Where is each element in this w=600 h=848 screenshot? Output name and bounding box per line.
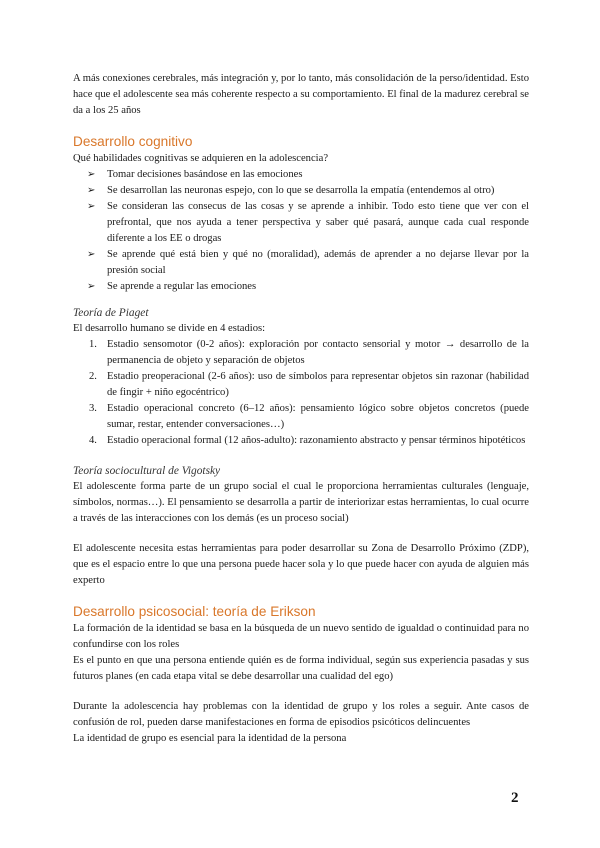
list-item: 1. Estadio sensomotor (0-2 años): exploración por contacto sensorial y motor → desarrollo de la permanencia de objeto y separación de objetos [89, 339, 529, 366]
heading-piaget-theory: Teoría de Piaget [73, 307, 149, 319]
list-item: 4. Estadio operacional formal (12 años-adulto): razonamiento abstracto y pensar términos hipotéticos [89, 433, 529, 449]
list-item: ➢ Tomar decisiones basándose en las emociones [87, 167, 529, 183]
list-item: ➢ Se desarrollan las neuronas espejo, con lo que se desarrolla la empatía (entendemos al otro) [87, 183, 529, 199]
erikson-paragraph-1: La formación de la identidad se basa en la búsqueda de un nuevo sentido de igualdad o continuidad para no confundirse con los roles [73, 623, 529, 650]
piaget-stages-list [73, 337, 529, 449]
erikson-paragraph-3: Durante la adolescencia hay problemas con la identidad de grupo y los roles a seguir. Ante casos de confusión de rol, pueden darse manifestaciones en forma de episodios psicóticos delincuentes [73, 701, 529, 728]
arrow-bullet-icon: ➢ [87, 281, 96, 292]
page-number: 2 [511, 790, 519, 806]
list-number: 3. [89, 403, 97, 414]
vigotsky-paragraph-1: El adolescente forma parte de un grupo social el cual le proporciona herramientas culturales (lenguaje, símbolos, normas…). El pensamiento se desarrolla a partir de interiorizar estas herramientas, lo cual ocurre a través de las interacciones con los demás (es un proceso social) [73, 481, 529, 524]
list-number: 2. [89, 371, 97, 382]
heading-psychosocial-development: Desarrollo psicosocial: teoría de Erikson [73, 604, 316, 619]
list-number: 4. [89, 435, 97, 446]
intro-paragraph: A más conexiones cerebrales, más integración y, por lo tanto, más consolidación de la perso/identidad. Esto hace que el adolescente sea más coherente respecto a su comportamiento. El final de la madurez cerebral se da a los 25 años [73, 73, 529, 116]
list-item: ➢ Se aprende a regular las emociones [87, 279, 529, 295]
piaget-intro: El desarrollo humano se divide en 4 estadios: [73, 323, 266, 334]
list-item: ➢ Se consideran las consecus de las cosas y se aprende a inhibir. Todo esto tiene que ver con el prefrontal, que nos ayuda a tener perspectiva y saber qué pasará, aunque cada cual responde diferente a los EE o drogas [87, 201, 529, 244]
list-item: 3. Estadio operacional concreto (6–12 años): pensamiento lógico sobre objetos concretos (puede sumar, restar, entender conversaciones…) [89, 403, 529, 430]
list-item: ➢ Se aprende qué está bien y qué no (moralidad), además de aprender a no dejarse llevar por la presión social [87, 249, 529, 276]
list-number: 1. [89, 339, 97, 350]
heading-cognitive-development: Desarrollo cognitivo [73, 134, 193, 149]
vigotsky-paragraph-2: El adolescente necesita estas herramientas para poder desarrollar su Zona de Desarrollo Próximo (ZDP), que es el espacio entre lo que una persona puede hacer sola y lo que puede hacer con ayuda de alguien más experto [73, 543, 529, 586]
arrow-bullet-icon: ➢ [87, 169, 96, 180]
arrow-bullet-icon: ➢ [87, 201, 96, 212]
arrow-bullet-icon: ➢ [87, 249, 96, 260]
arrow-bullet-icon: ➢ [87, 185, 96, 196]
document-page [73, 71, 529, 747]
erikson-paragraph-4: La identidad de grupo es esencial para la identidad de la persona [73, 733, 347, 744]
list-item: 2. Estadio preoperacional (2-6 años): uso de símbolos para representar objetos sin razonar (habilidad de fingir + niño egocéntrico) [89, 371, 529, 398]
cognitive-question: Qué habilidades cognitivas se adquieren en la adolescencia? [73, 153, 329, 164]
erikson-paragraph-2: Es el punto en que una persona entiende quién es de forma individual, según sus experiencia pasadas y sus futuros planes (en cada etapa vital se debe desarrollar una cualidad del ego) [73, 655, 529, 682]
cognitive-skills-list [73, 167, 529, 295]
heading-vigotsky-theory: Teoría sociocultural de Vigotsky [73, 465, 221, 477]
